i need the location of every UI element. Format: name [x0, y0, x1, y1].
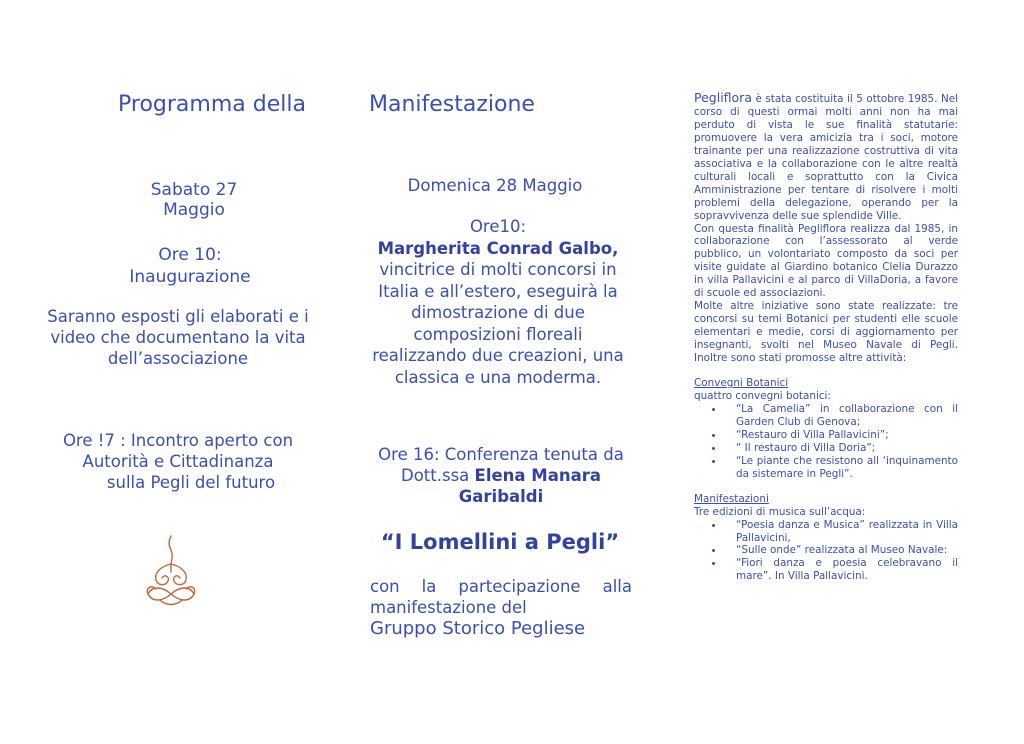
saturday-ore10-time: Ore 10:	[158, 245, 222, 265]
conference-title: “I Lomellini a Pegli”	[380, 530, 620, 554]
manifestazioni-heading: Manifestazioni	[694, 492, 769, 505]
historical-group-name: Gruppo Storico Pegliese	[370, 618, 586, 639]
decorative-flourish-icon	[142, 534, 200, 608]
list-item: • “Le piante che resistono all ‘inquinamento da sistemare in Pegli”.	[724, 455, 958, 481]
participation-block	[370, 576, 632, 639]
saturday-ore10-event: Inaugurazione	[129, 267, 251, 287]
list-item: • “Sulle onde” realizzata al Museo Navale:	[724, 544, 958, 557]
intro-text: è stata costituita il 5 ottobre 1985. Nel corso di questi ormai molti anni non ha mai perduto di vista le sue finalità statutarie: promuovere la vera amicizia tra i soci, motore trainante per una realizzazione costruttiva di vita associativa e la collaborazione con le altre realtà culturali locali e soprattutto con la Civica Amministrazione per tentare di risolvere i molti problemi della delegazione, operando per la sopravvivenza delle sue splendide Ville.	[694, 93, 958, 222]
sunday-ore16-speaker: Elena Manara Garibaldi	[458, 466, 601, 506]
list-item: • “Fiori danza e poesia celebravano il mare”. In Villa Pallavicini.	[724, 557, 958, 583]
convegni-heading: Convegni Botanici	[694, 377, 789, 390]
sunday-ore10-block	[370, 216, 626, 388]
list-item: • “La Camelia” in collaborazione con il Garden Club di Genova;	[724, 403, 958, 429]
convegni-intro: quattro convegni botanici:	[694, 389, 831, 402]
list-item: • “Restauro di Villa Pallavicini”;	[724, 429, 958, 442]
manifestazioni-intro: Tre edizioni di musica sull’acqua:	[694, 505, 866, 518]
saturday-date: Sabato 27 Maggio	[150, 180, 238, 220]
saturday-ore17-line1: Ore !7 : Incontro aperto con	[62, 431, 294, 450]
intro-paragraph	[694, 92, 958, 223]
list-item: • “ Il restauro di Villa Doria”;	[724, 442, 958, 455]
convegni-list	[694, 403, 958, 481]
association-description	[694, 92, 958, 583]
participation-line2: manifestazione del	[370, 598, 527, 617]
participation-word: la	[421, 577, 437, 596]
paragraph-3: Molte altre iniziative sono state realizzate: tre concorsi su temi Botanici per studenti elle scuole elementari e medie, corsi di aggiornamento per insegnanti, svolti nel Museo Navale di Pegli. Inoltre sono stati promosse altre attività:	[694, 300, 958, 365]
sunday-date: Domenica 28 Maggio	[407, 176, 583, 195]
program-title-part1: Programma della	[118, 92, 306, 117]
sunday-ore10-guest: Margherita Conrad Galbo,	[377, 238, 619, 258]
participation-word: con	[370, 577, 400, 596]
paragraph-2: Con questa finalità Pegliflora realizza dal 1985, in collaborazione con l’assessorato al verde pubblico, un volontariato composto da soci per visite guidate al Giardino botanico Clelia Durazzo in villa Pallavicini e al parco di VillaDoria, a favore di scuole ed associazioni.	[694, 222, 958, 300]
exhibition-text: Saranno esposti gli elaborati e i video che documentano la vita dell’associazione	[47, 307, 309, 368]
manifestazioni-list	[694, 519, 958, 584]
participation-word: alla	[602, 577, 632, 596]
saturday-ore17-line3: sulla Pegli del futuro	[106, 473, 276, 492]
saturday-ore17-block	[40, 430, 316, 493]
sunday-ore16-block	[366, 444, 636, 507]
sunday-ore16-text: Ore 16: Conferenza tenuta da Dott.ssa	[378, 445, 624, 485]
program-title-part2: Manifestazione	[369, 92, 535, 117]
saturday-ore17-line2: Autorità e Cittadinanza	[82, 452, 274, 471]
saturday-ore10-block	[95, 244, 285, 288]
participation-line1	[370, 576, 632, 597]
sunday-ore10-description: vincitrice di molti concorsi in Italia e all’estero, eseguirà la dimostrazione di due composizioni floreali realizzando due creazioni, una classica e una moderma.	[372, 260, 624, 387]
brand-name: Pegliflora	[694, 90, 752, 105]
participation-word: partecipazione	[458, 577, 581, 596]
list-item: • “Poesia danza e Musica” realizzata in Villa Pallavicini,	[724, 519, 958, 545]
sunday-ore10-time: Ore10:	[469, 217, 527, 236]
